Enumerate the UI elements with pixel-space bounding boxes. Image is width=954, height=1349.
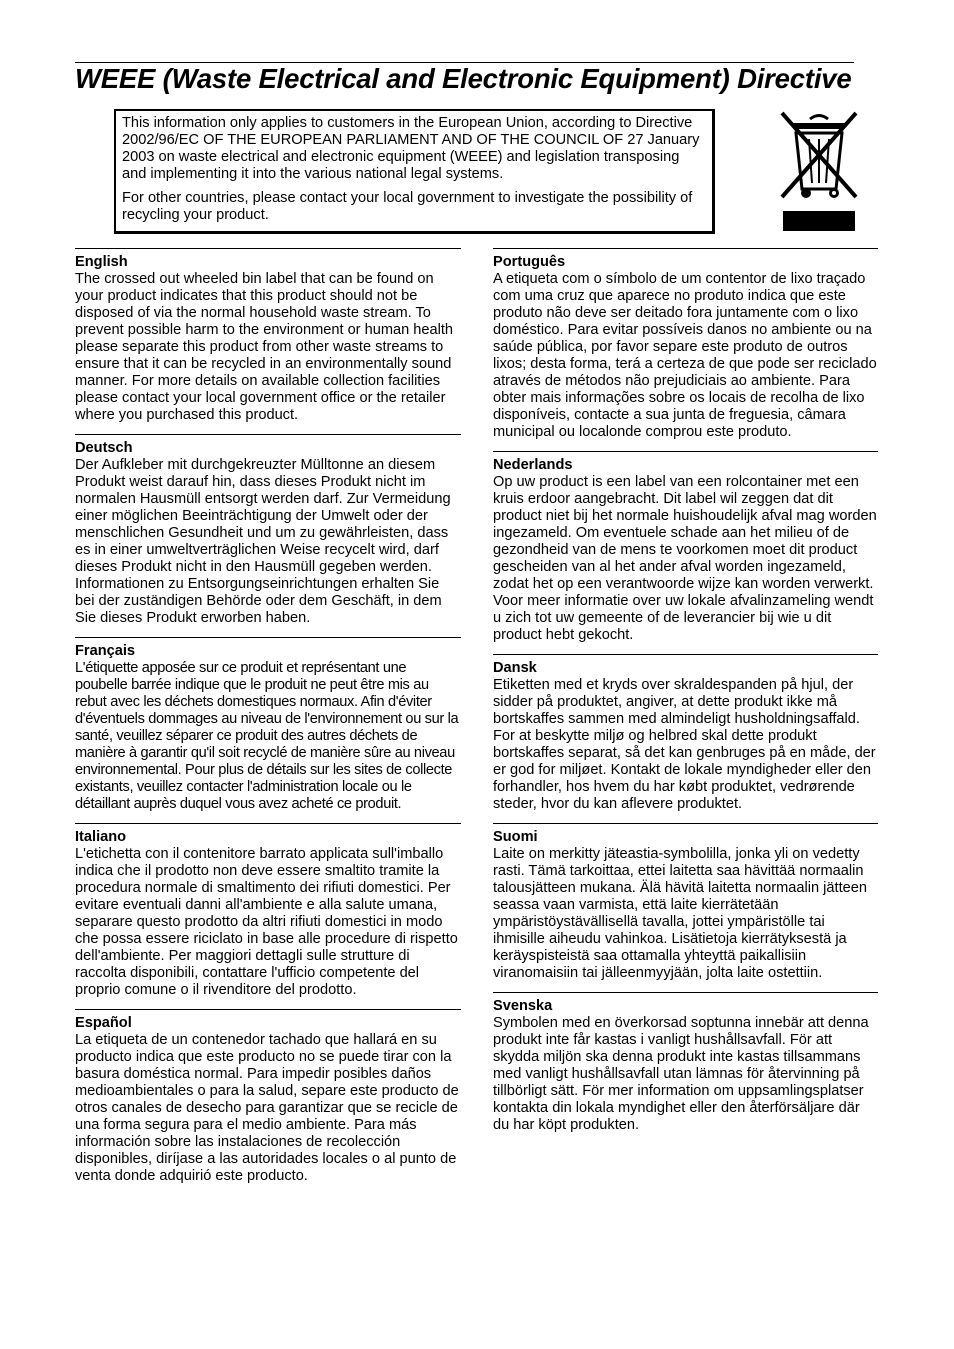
section-heading: Suomi [493,829,538,845]
section-text: Der Aufkleber mit durchgekreuzter Mülltonne an diesem Produkt weist darauf hin, dass dieses Produkt nicht im normalen Hausmüll entsorgt werden darf. Zur Vermeidung einer möglichen Beeinträchtigung der Umwelt oder der menschlichen Gesundheit und um zu gewährleisten, dass es in einer umweltverträglichen Weise recycelt wird, darf dieses Produkt nicht in den Hausmüll gegeben werden. Informationen zu Entsorgungseinrichtungen erhalten Sie bei der zuständigen Behörde oder dem Geschäft, in dem Sie dieses Produkt erworben haben. [75,457,451,626]
section-text: La etiqueta de un contenedor tachado que hallará en su producto indica que este producto no se puede tirar con la basura doméstica normal. Para impedir posibles daños medioambientales o para la salud, separe este producto de otros canales de desecho para garantizar que se recicle de una forma segura para el medio ambiente. Para más información sobre las instalaciones de recolección disponibles, diríjase a las autoridades locales o al punto de venta donde adquirió este producto. [75,1032,459,1184]
section-heading: Nederlands [493,457,573,473]
section-text: Laite on merkitty jäteastia-symbolilla, jonka yli on vedetty rasti. Tämä tarkoittaa, ettei laitetta saa hävittää normaalin talousjätteen mukana. Älä hävitä laitetta normaalin jätteen seassa vaan varmista, että laite kierrätetään ympäristöystävällisellä tavalla, jottei ympäristölle tai ihmisille aiheudu vahinkoa. Lisätietoja kierrätyksestä ja keräyspisteistä saa ottamalla yhteyttä paikallisiin viranomaisiin tai jälleenmyyjään, jolta laite ostettiin. [493,846,867,981]
right-column [493,248,878,1144]
section-english [75,248,461,424]
crossed-out-wheeled-bin-icon [776,109,862,235]
section-francais [75,637,461,813]
section-portugues [493,248,878,441]
section-suomi [493,823,878,982]
section-nederlands [493,451,878,644]
section-heading: English [75,254,128,270]
section-italiano [75,823,461,999]
section-heading: Português [493,254,566,270]
section-svenska [493,992,878,1134]
page-title: WEEE (Waste Electrical and Electronic Equipment) Directive [75,63,852,94]
section-text: The crossed out wheeled bin label that can be found on your product indicates that this product should not be disposed of via the normal household waste stream. To prevent possible harm to the environment or human health please separate this product from other waste streams to ensure that it can be recycled in an environmentally sound manner. For more details on available collection facilities please contact your local government office or the retailer where you purchased this product. [75,271,454,423]
section-text: Symbolen med en överkorsad soptunna innebär att denna produkt inte får kastas i vanligt hushållsavfall. För att skydda miljön ska denna produkt inte kastas tillsammans med vanligt hushållsavfall utan lämnas för återvinning på tillbörligt sätt. För mer information om uppsamlingsplatser kontakta din lokala myndighet eller den återförsäljare där du har köpt produkten. [493,1015,869,1133]
section-heading: Svenska [493,998,553,1014]
section-text: Etiketten med et kryds over skraldespanden på hjul, der sidder på produktet, angiver, at dette produkt ikke må bortskaffes sammen med almindeligt husholdningsaffald. For at beskytte miljø og helbred skal dette produkt bortskaffes separat, så det kan genbruges på en måde, der er god for miljøet. Kontakt de lokale myndigheder eller den forhandler, hos hvem du har købt produktet, vedrørende steder, hvor du kan aflevere produktet. [493,677,876,812]
section-espanol [75,1009,461,1185]
section-heading: Français [75,643,136,659]
notice-paragraph-2: For other countries, please contact your local government to investigate the possibility of recycling your product. [122,190,693,223]
left-column [75,248,461,1195]
section-text: Op uw product is een label van een rolcontainer met een kruis erdoor aangebracht. Dit label wil zeggen dat dit product niet bij het normale huishoudelijk afval mag worden ingezameld. Om eventuele schade aan het milieu of de gezondheid van de mens te voorkomen moet dit product gescheiden van al het ander afval worden ingezameld, zodat het op een verantwoorde wijze kan worden verwerkt. Voor meer informatie over uw lokale afvalinzameling wendt u zich tot uw gemeente of de leverancier bij wie u dit product hebt gekocht. [493,474,877,643]
section-deutsch [75,434,461,627]
section-heading: Dansk [493,660,537,676]
section-text: A etiqueta com o símbolo de um contentor de lixo traçado com uma cruz que aparece no produto indica que este produto não deve ser deitado fora juntamente com o lixo doméstico. Para evitar possíveis danos no ambiente ou na saúde pública, por favor separe este produto de outros lixos; desta forma, terá a certeza de que pode ser reciclado através de métodos não prejudiciais ao ambiente. Para obter mais informações sobre os locais de recolha de lixo disponíveis, contacte a sua junta de freguesia, câmara municipal ou localonde comprou este produto. [493,271,877,440]
section-text: L'etichetta con il contenitore barrato applicata sull'imballo indica che il prodotto non deve essere smaltito tramite la procedura normale di smaltimento dei rifiuti domestici. Per evitare eventuali danni all'ambiente e alla salute umana, separare questo prodotto da altri rifiuti domestici in modo che possa essere riciclato in base alle procedure di rispetto dell'ambiente. Per maggiori dettagli sulle strutture di raccolta disponibili, contattare l'ufficio competente del proprio comune o il rivenditore del prodotto. [75,846,458,998]
section-heading: Español [75,1015,132,1031]
eu-notice-box [114,109,715,234]
section-heading: Deutsch [75,440,133,456]
section-heading: Italiano [75,829,127,845]
section-dansk [493,654,878,813]
notice-paragraph-1: This information only applies to customers in the European Union, according to Directive 2002/96/EC OF THE EUROPEAN PARLIAMENT AND OF THE COUNCIL OF 27 January 2003 on waste electrical and electronic equipment (WEEE) and legislation transposing and implementing it into the various national legal systems. [122,115,700,182]
section-text: L'étiquette apposée sur ce produit et représentant une poubelle barrée indique que le produit ne peut être mis au rebut avec les déchets domestiques normaux. Afin d'éviter d'éventuels dommages au niveau de l'environnement ou sur la santé, veuillez séparer ce produit des autres déchets de manière à garantir qu'il soit recyclé de manière sûre au niveau environnemental. Pour plus de détails sur les sites de collecte existants, veuillez contacter l'administration locale ou le détaillant auprès duquel vous avez acheté ce produit. [75,660,459,812]
